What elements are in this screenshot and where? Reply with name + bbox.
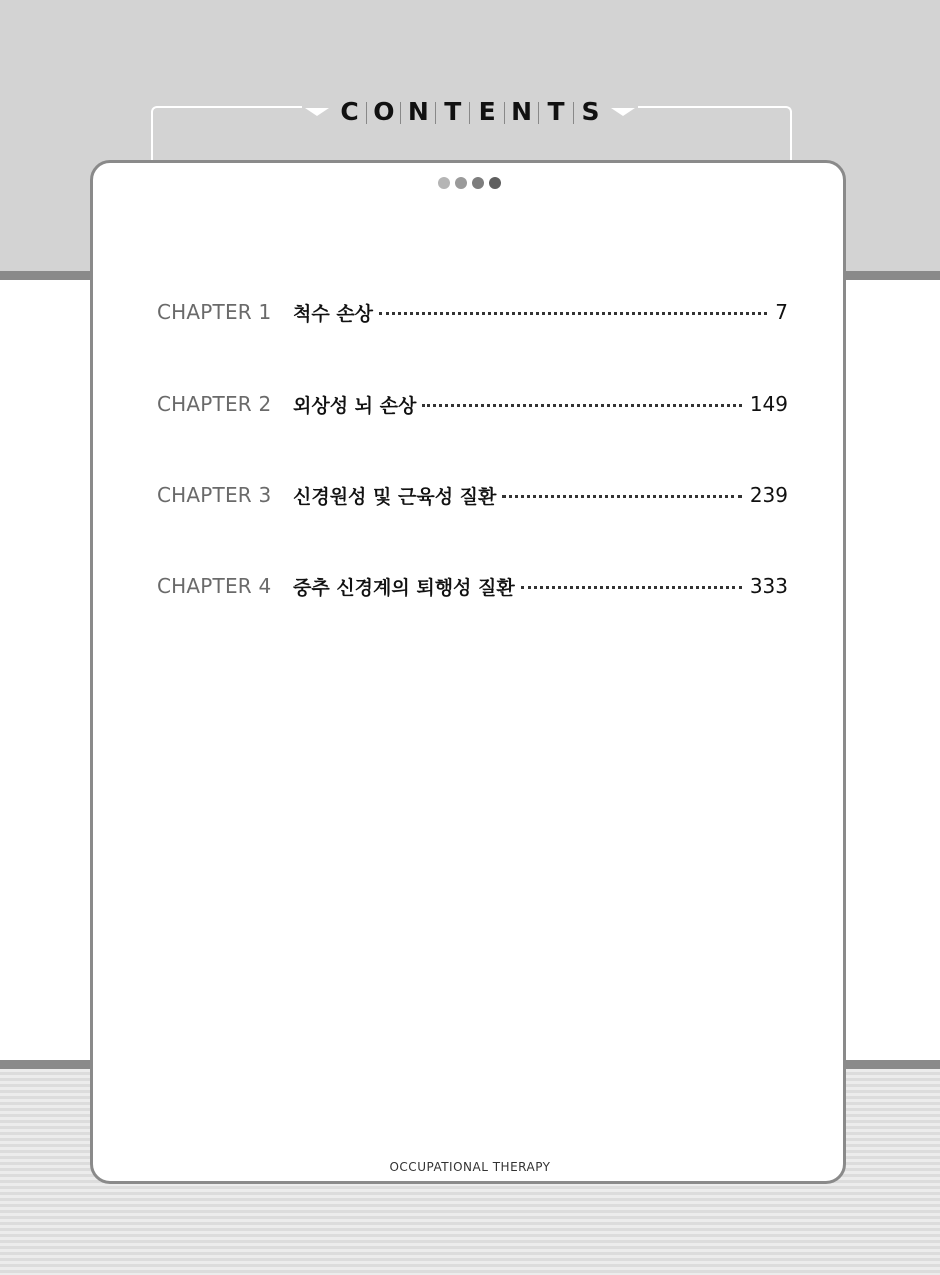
page-number: 7 bbox=[775, 300, 788, 324]
chapter-title: 신경원성 및 근육성 질환 bbox=[293, 485, 497, 508]
contents-heading-letter: T bbox=[439, 97, 466, 126]
page-number: 149 bbox=[749, 392, 788, 416]
chapter-title: 중추 신경계의 퇴행성 질환 bbox=[293, 576, 515, 599]
dot-leader bbox=[502, 495, 741, 498]
dot-icon bbox=[438, 177, 450, 189]
chapter-title: 외상성 뇌 손상 bbox=[293, 394, 417, 417]
dot-icon bbox=[455, 177, 467, 189]
toc-entry-chapter-3[interactable] bbox=[157, 480, 788, 510]
page-number: 333 bbox=[749, 574, 788, 598]
chapter-title: 척수 손상 bbox=[293, 302, 374, 325]
dot-leader bbox=[379, 312, 767, 315]
contents-heading-letter: N bbox=[405, 97, 432, 126]
contents-heading-letter: O bbox=[370, 97, 397, 126]
dot-icon bbox=[489, 177, 501, 189]
toc-entry-chapter-1[interactable] bbox=[157, 297, 788, 327]
contents-heading-letter: E bbox=[474, 97, 501, 126]
page-number: 239 bbox=[749, 483, 788, 507]
chapter-label: CHAPTER 2 bbox=[157, 392, 272, 416]
decorative-dots bbox=[438, 177, 501, 189]
footer-caption: OCCUPATIONAL THERAPY bbox=[389, 1160, 551, 1174]
contents-heading-letter: T bbox=[543, 97, 570, 126]
contents-heading-letter: N bbox=[508, 97, 535, 126]
chapter-label: CHAPTER 4 bbox=[157, 574, 272, 598]
toc-entry-chapter-4[interactable] bbox=[157, 571, 788, 601]
header-notch-left bbox=[305, 108, 329, 116]
dot-leader bbox=[521, 586, 742, 589]
chapter-label: CHAPTER 1 bbox=[157, 300, 272, 324]
toc-entry-chapter-2[interactable] bbox=[157, 389, 788, 419]
header-notch-right bbox=[611, 108, 635, 116]
chapter-label: CHAPTER 3 bbox=[157, 483, 272, 507]
contents-heading-letter: C bbox=[336, 97, 363, 126]
dot-leader bbox=[422, 404, 741, 407]
dot-icon bbox=[472, 177, 484, 189]
contents-heading bbox=[336, 94, 604, 128]
contents-heading-letter: S bbox=[581, 96, 600, 126]
